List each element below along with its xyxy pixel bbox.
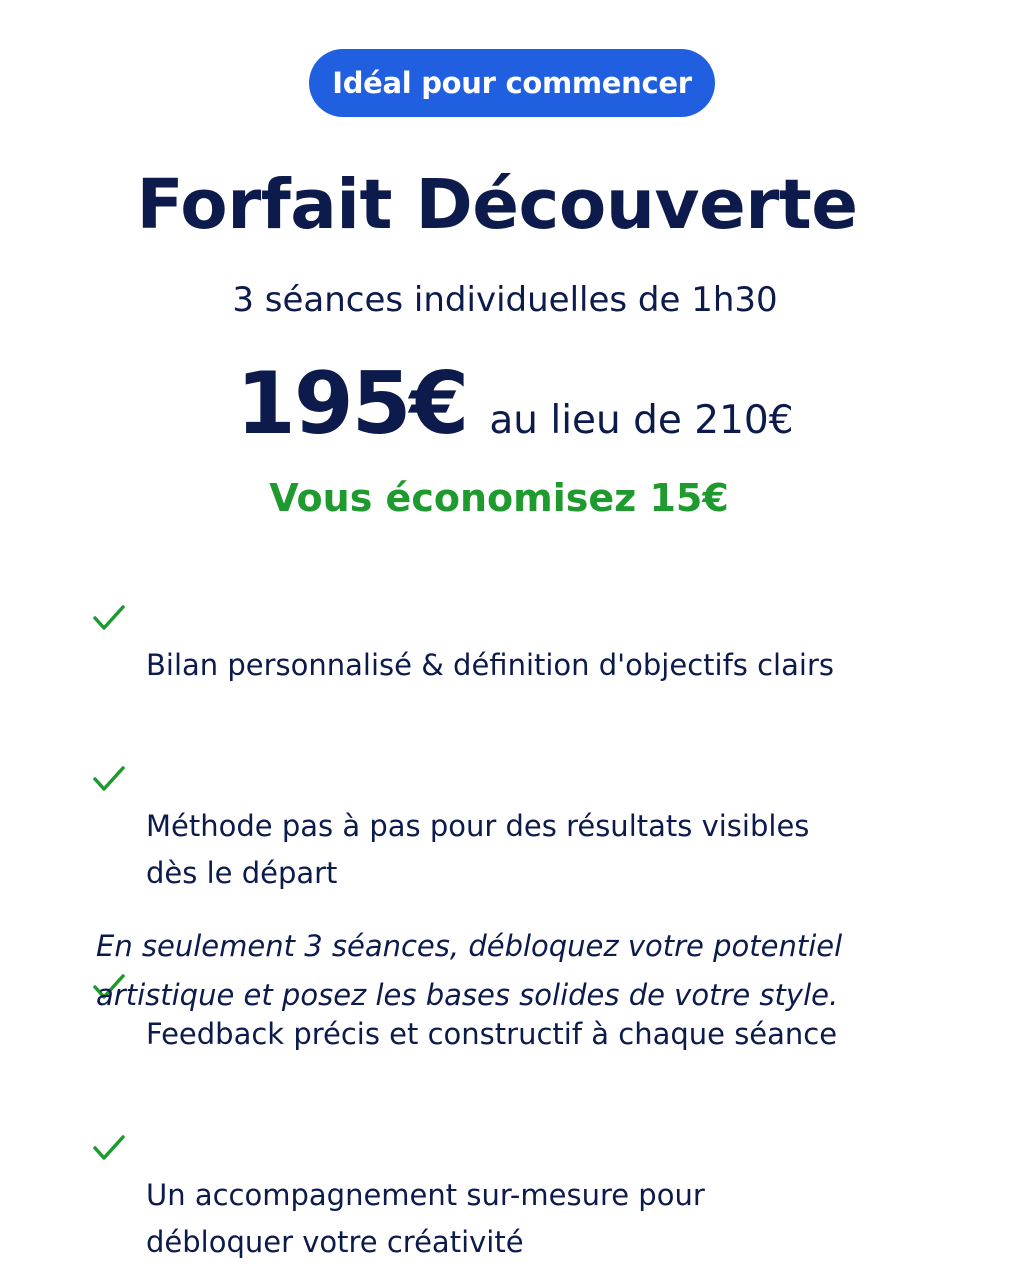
feature-item (92, 548, 932, 689)
feature-text: Bilan personnalisé & définition d'objectifs clairs (146, 648, 834, 682)
feature-item (92, 709, 932, 897)
price-old: au lieu de 210€ (489, 398, 794, 443)
check-icon (92, 717, 126, 747)
savings-text: Vous économisez 15€ (269, 476, 729, 520)
footer-tagline: En seulement 3 séances, débloquez votre potentiel artistique et posez les bases solides de votre style. (96, 929, 843, 1012)
plan-title: Forfait Découverte (136, 165, 858, 245)
check-icon (92, 1086, 126, 1116)
features-list (92, 548, 932, 1286)
price-row (236, 354, 794, 464)
check-icon (92, 556, 126, 586)
feature-text: Feedback précis et constructif à chaque séance (146, 1017, 838, 1051)
feature-item (92, 1078, 932, 1266)
feature-text: Un accompagnement sur-mesure pour débloquer votre créativité (146, 1178, 705, 1259)
plan-subtitle: 3 séances individuelles de 1h30 (232, 280, 778, 320)
price-current: 195€ (236, 354, 468, 454)
feature-text: Méthode pas à pas pour des résultats visibles dès le départ (146, 809, 810, 890)
plan-badge: Idéal pour commencer (309, 49, 715, 117)
